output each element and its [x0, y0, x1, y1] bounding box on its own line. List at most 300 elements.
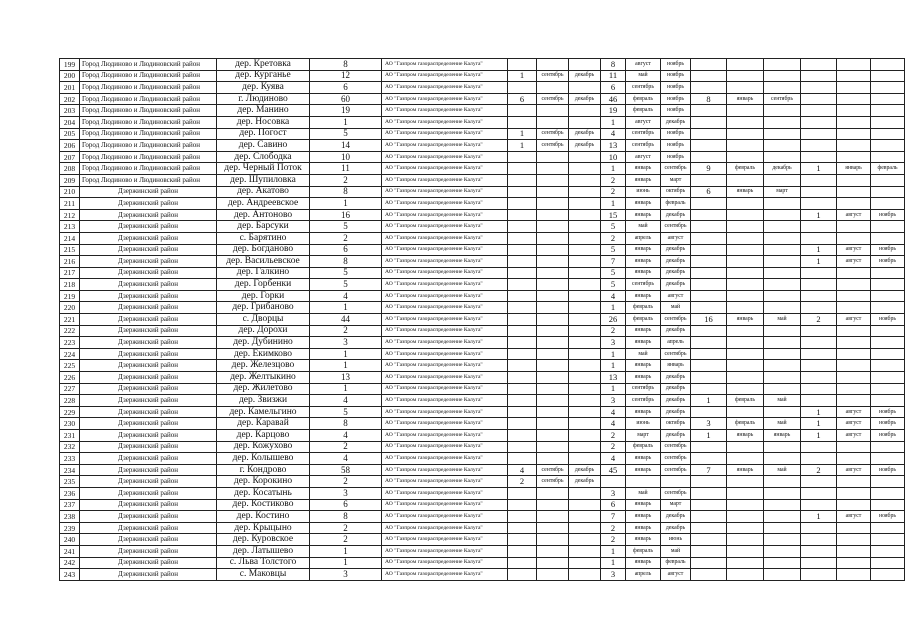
stage1-start-month-cell: [537, 290, 569, 302]
table-row: [60, 82, 905, 94]
row-number-cell: 203: [60, 105, 80, 117]
region-cell: Город Людиново и Людиновский район: [80, 93, 217, 105]
stage3-end-month-cell: [764, 453, 801, 465]
stage2-end-month-cell: сентябрь: [661, 464, 691, 476]
stage1-count-cell: [508, 302, 537, 314]
stage4-end-month-cell: [871, 82, 905, 94]
settlement-cell: дер. Жилетово: [217, 383, 310, 395]
organization-cell: АО "Газпром газораспределение Калуга": [382, 522, 508, 534]
stage2-end-month-cell: декабрь: [661, 279, 691, 291]
stage1-start-month-cell: [537, 105, 569, 117]
stage1-end-month-cell: [569, 395, 601, 407]
stage1-end-month-cell: декабрь: [569, 128, 601, 140]
stage3-start-month-cell: [727, 290, 764, 302]
region-cell: Дзержинский район: [80, 348, 217, 360]
stage3-count-cell: [691, 360, 727, 372]
stage1-start-month-cell: сентябрь: [537, 128, 569, 140]
households-count-cell: 6: [310, 499, 382, 511]
stage2-end-month-cell: май: [661, 545, 691, 557]
stage3-start-month-cell: [727, 372, 764, 384]
stage2-end-month-cell: январь: [661, 360, 691, 372]
stage3-end-month-cell: [764, 487, 801, 499]
stage4-start-month-cell: [837, 174, 871, 186]
row-number-cell: 216: [60, 256, 80, 268]
stage4-end-month-cell: [871, 221, 905, 233]
stage1-count-cell: [508, 383, 537, 395]
stage4-count-cell: [801, 453, 837, 465]
stage3-count-cell: [691, 279, 727, 291]
stage3-end-month-cell: [764, 302, 801, 314]
households-count-cell: 1: [310, 198, 382, 210]
settlement-cell: дер. Андреевское: [217, 198, 310, 210]
stage4-end-month-cell: [871, 232, 905, 244]
stage4-start-month-cell: август: [837, 256, 871, 268]
table-row: [60, 93, 905, 105]
stage2-count-cell: 3: [601, 487, 626, 499]
stage3-end-month-cell: [764, 174, 801, 186]
stage4-end-month-cell: [871, 140, 905, 152]
stage2-count-cell: 13: [601, 140, 626, 152]
stage2-count-cell: 2: [601, 522, 626, 534]
stage3-end-month-cell: [764, 105, 801, 117]
stage3-end-month-cell: [764, 256, 801, 268]
stage3-count-cell: [691, 244, 727, 256]
stage3-end-month-cell: [764, 534, 801, 546]
stage3-start-month-cell: [727, 476, 764, 488]
stage4-start-month-cell: [837, 453, 871, 465]
settlement-cell: дер. Куява: [217, 82, 310, 94]
stage4-start-month-cell: [837, 499, 871, 511]
households-count-cell: 1: [310, 360, 382, 372]
stage1-end-month-cell: [569, 267, 601, 279]
stage3-start-month-cell: [727, 522, 764, 534]
row-number-cell: 215: [60, 244, 80, 256]
stage3-count-cell: [691, 487, 727, 499]
table-row: [60, 256, 905, 268]
stage4-end-month-cell: [871, 441, 905, 453]
table-row: [60, 522, 905, 534]
stage4-start-month-cell: [837, 372, 871, 384]
region-cell: Дзержинский район: [80, 209, 217, 221]
organization-cell: АО "Газпром газораспределение Калуга": [382, 337, 508, 349]
stage3-count-cell: 1: [691, 395, 727, 407]
households-count-cell: 3: [310, 487, 382, 499]
stage3-count-cell: [691, 302, 727, 314]
stage4-start-month-cell: [837, 105, 871, 117]
settlement-cell: с. Льва Толстого: [217, 557, 310, 569]
table-row: [60, 59, 905, 71]
stage1-start-month-cell: [537, 163, 569, 175]
row-number-cell: 239: [60, 522, 80, 534]
table-row: [60, 406, 905, 418]
households-count-cell: 60: [310, 93, 382, 105]
stage2-end-month-cell: сентябрь: [661, 487, 691, 499]
stage3-count-cell: [691, 70, 727, 82]
stage2-start-month-cell: май: [626, 221, 661, 233]
households-count-cell: 4: [310, 290, 382, 302]
stage4-end-month-cell: [871, 302, 905, 314]
row-number-cell: 211: [60, 198, 80, 210]
row-number-cell: 230: [60, 418, 80, 430]
stage3-end-month-cell: [764, 290, 801, 302]
stage2-count-cell: 5: [601, 279, 626, 291]
settlement-cell: с. Барятино: [217, 232, 310, 244]
stage2-count-cell: 6: [601, 499, 626, 511]
stage4-start-month-cell: август: [837, 418, 871, 430]
row-number-cell: 235: [60, 476, 80, 488]
stage1-end-month-cell: [569, 302, 601, 314]
households-count-cell: 2: [310, 522, 382, 534]
table-row: [60, 151, 905, 163]
stage2-count-cell: 5: [601, 244, 626, 256]
stage2-end-month-cell: апрель: [661, 337, 691, 349]
organization-cell: АО "Газпром газораспределение Калуга": [382, 569, 508, 581]
stage1-end-month-cell: [569, 348, 601, 360]
stage2-end-month-cell: декабрь: [661, 522, 691, 534]
table-row: [60, 557, 905, 569]
stage2-end-month-cell: сентябрь: [661, 163, 691, 175]
stage4-start-month-cell: [837, 221, 871, 233]
region-cell: Город Людиново и Людиновский район: [80, 70, 217, 82]
stage2-start-month-cell: январь: [626, 499, 661, 511]
region-cell: Дзержинский район: [80, 279, 217, 291]
stage2-end-month-cell: июнь: [661, 534, 691, 546]
settlement-cell: г. Людиново: [217, 93, 310, 105]
stage2-start-month-cell: январь: [626, 174, 661, 186]
stage1-end-month-cell: [569, 569, 601, 581]
stage4-start-month-cell: [837, 557, 871, 569]
region-cell: Дзержинский район: [80, 314, 217, 326]
stage2-end-month-cell: август: [661, 232, 691, 244]
stage1-count-cell: 1: [508, 70, 537, 82]
stage1-end-month-cell: [569, 430, 601, 442]
table-row: [60, 128, 905, 140]
row-number-cell: 209: [60, 174, 80, 186]
stage4-end-month-cell: [871, 174, 905, 186]
stage3-start-month-cell: февраль: [727, 395, 764, 407]
region-cell: Дзержинский район: [80, 198, 217, 210]
row-number-cell: 218: [60, 279, 80, 291]
stage1-start-month-cell: [537, 116, 569, 128]
settlement-cell: с. Маковцы: [217, 569, 310, 581]
stage2-start-month-cell: май: [626, 348, 661, 360]
households-count-cell: 4: [310, 453, 382, 465]
stage3-end-month-cell: [764, 267, 801, 279]
stage2-start-month-cell: февраль: [626, 441, 661, 453]
stage2-start-month-cell: январь: [626, 453, 661, 465]
stage1-start-month-cell: [537, 314, 569, 326]
stage4-count-cell: [801, 569, 837, 581]
stage1-count-cell: 4: [508, 464, 537, 476]
stage4-count-cell: [801, 487, 837, 499]
table-row: [60, 174, 905, 186]
stage2-count-cell: 1: [601, 198, 626, 210]
stage2-start-month-cell: февраль: [626, 314, 661, 326]
stage2-end-month-cell: сентябрь: [661, 314, 691, 326]
stage4-end-month-cell: ноябрь: [871, 244, 905, 256]
stage2-count-cell: 1: [601, 116, 626, 128]
stage2-start-month-cell: январь: [626, 522, 661, 534]
stage1-count-cell: [508, 59, 537, 71]
row-number-cell: 199: [60, 59, 80, 71]
stage3-count-cell: [691, 267, 727, 279]
stage3-start-month-cell: [727, 534, 764, 546]
organization-cell: АО "Газпром газораспределение Калуга": [382, 232, 508, 244]
households-count-cell: 10: [310, 151, 382, 163]
stage1-start-month-cell: [537, 209, 569, 221]
table-row: [60, 395, 905, 407]
stage3-start-month-cell: [727, 151, 764, 163]
stage1-end-month-cell: [569, 406, 601, 418]
stage3-start-month-cell: [727, 360, 764, 372]
stage4-end-month-cell: ноябрь: [871, 511, 905, 523]
stage1-start-month-cell: [537, 395, 569, 407]
stage3-count-cell: 7: [691, 464, 727, 476]
stage2-start-month-cell: май: [626, 70, 661, 82]
table-row: [60, 232, 905, 244]
stage4-count-cell: [801, 325, 837, 337]
stage3-count-cell: [691, 499, 727, 511]
stage3-start-month-cell: [727, 198, 764, 210]
settlement-cell: дер. Васильевское: [217, 256, 310, 268]
stage3-count-cell: [691, 372, 727, 384]
stage3-count-cell: 1: [691, 430, 727, 442]
stage4-end-month-cell: ноябрь: [871, 430, 905, 442]
stage1-count-cell: 1: [508, 140, 537, 152]
organization-cell: АО "Газпром газораспределение Калуга": [382, 302, 508, 314]
stage3-count-cell: [691, 59, 727, 71]
organization-cell: АО "Газпром газораспределение Калуга": [382, 487, 508, 499]
stage2-end-month-cell: декабрь: [661, 511, 691, 523]
households-count-cell: 5: [310, 221, 382, 233]
stage3-count-cell: [691, 256, 727, 268]
stage1-start-month-cell: [537, 302, 569, 314]
stage4-end-month-cell: [871, 59, 905, 71]
stage4-start-month-cell: август: [837, 314, 871, 326]
stage4-start-month-cell: [837, 267, 871, 279]
stage1-end-month-cell: [569, 557, 601, 569]
stage2-count-cell: 4: [601, 406, 626, 418]
settlement-cell: дер. Галкино: [217, 267, 310, 279]
table-row: [60, 325, 905, 337]
stage3-end-month-cell: [764, 140, 801, 152]
stage4-count-cell: [801, 221, 837, 233]
stage2-end-month-cell: ноябрь: [661, 93, 691, 105]
stage2-count-cell: 2: [601, 232, 626, 244]
stage3-end-month-cell: май: [764, 418, 801, 430]
organization-cell: АО "Газпром газораспределение Калуга": [382, 244, 508, 256]
households-count-cell: 8: [310, 511, 382, 523]
stage1-start-month-cell: [537, 545, 569, 557]
stage2-start-month-cell: январь: [626, 557, 661, 569]
table-row: [60, 453, 905, 465]
stage4-end-month-cell: [871, 476, 905, 488]
stage4-count-cell: [801, 70, 837, 82]
stage2-end-month-cell: декабрь: [661, 116, 691, 128]
households-count-cell: 6: [310, 82, 382, 94]
organization-cell: АО "Газпром газораспределение Калуга": [382, 163, 508, 175]
stage1-count-cell: [508, 487, 537, 499]
stage4-count-cell: [801, 557, 837, 569]
stage4-count-cell: [801, 59, 837, 71]
stage4-count-cell: 1: [801, 256, 837, 268]
stage3-end-month-cell: [764, 348, 801, 360]
table-row: [60, 511, 905, 523]
stage3-start-month-cell: [727, 545, 764, 557]
stage2-count-cell: 19: [601, 105, 626, 117]
stage2-count-cell: 1: [601, 348, 626, 360]
households-count-cell: 8: [310, 418, 382, 430]
stage4-count-cell: [801, 383, 837, 395]
stage2-count-cell: 7: [601, 256, 626, 268]
stage4-end-month-cell: [871, 93, 905, 105]
row-number-cell: 227: [60, 383, 80, 395]
stage4-end-month-cell: [871, 534, 905, 546]
region-cell: Дзержинский район: [80, 441, 217, 453]
stage3-end-month-cell: май: [764, 464, 801, 476]
stage2-end-month-cell: декабрь: [661, 430, 691, 442]
households-count-cell: 5: [310, 406, 382, 418]
stage2-count-cell: 5: [601, 267, 626, 279]
settlement-cell: дер. Кретовка: [217, 59, 310, 71]
stage1-count-cell: [508, 116, 537, 128]
stage4-count-cell: [801, 476, 837, 488]
region-cell: Дзержинский район: [80, 522, 217, 534]
stage4-end-month-cell: [871, 279, 905, 291]
organization-cell: АО "Газпром газораспределение Калуга": [382, 70, 508, 82]
stage2-start-month-cell: [626, 476, 661, 488]
stage4-start-month-cell: [837, 140, 871, 152]
stage3-end-month-cell: [764, 244, 801, 256]
stage4-end-month-cell: ноябрь: [871, 406, 905, 418]
stage3-end-month-cell: [764, 522, 801, 534]
row-number-cell: 224: [60, 348, 80, 360]
stage2-end-month-cell: декабрь: [661, 372, 691, 384]
stage1-count-cell: [508, 337, 537, 349]
region-cell: Дзержинский район: [80, 302, 217, 314]
stage2-end-month-cell: август: [661, 290, 691, 302]
stage4-count-cell: [801, 140, 837, 152]
stage3-count-cell: 8: [691, 93, 727, 105]
region-cell: Дзержинский район: [80, 244, 217, 256]
stage2-start-month-cell: январь: [626, 290, 661, 302]
stage2-count-cell: 46: [601, 93, 626, 105]
organization-cell: АО "Газпром газораспределение Калуга": [382, 372, 508, 384]
stage2-start-month-cell: февраль: [626, 545, 661, 557]
stage3-end-month-cell: январь: [764, 430, 801, 442]
region-cell: Город Людиново и Людиновский район: [80, 82, 217, 94]
stage1-start-month-cell: [537, 174, 569, 186]
stage1-end-month-cell: [569, 232, 601, 244]
table-row: [60, 116, 905, 128]
region-cell: Дзержинский район: [80, 476, 217, 488]
stage1-count-cell: [508, 395, 537, 407]
table-row: [60, 499, 905, 511]
stage2-start-month-cell: январь: [626, 198, 661, 210]
stage1-end-month-cell: декабрь: [569, 70, 601, 82]
settlement-cell: дер. Костино: [217, 511, 310, 523]
stage2-count-cell: 1: [601, 163, 626, 175]
organization-cell: АО "Газпром газораспределение Калуга": [382, 511, 508, 523]
stage3-start-month-cell: январь: [727, 186, 764, 198]
stage4-end-month-cell: [871, 499, 905, 511]
stage3-count-cell: [691, 174, 727, 186]
row-number-cell: 240: [60, 534, 80, 546]
settlement-cell: дер. Шупиловка: [217, 174, 310, 186]
row-number-cell: 212: [60, 209, 80, 221]
stage2-end-month-cell: август: [661, 569, 691, 581]
stage1-start-month-cell: [537, 151, 569, 163]
stage3-start-month-cell: [727, 70, 764, 82]
stage2-start-month-cell: январь: [626, 325, 661, 337]
gasification-schedule-table: [59, 58, 905, 581]
stage2-end-month-cell: декабрь: [661, 383, 691, 395]
households-count-cell: 2: [310, 232, 382, 244]
settlement-cell: дер. Барсуки: [217, 221, 310, 233]
stage2-start-month-cell: сентябрь: [626, 128, 661, 140]
stage3-start-month-cell: [727, 302, 764, 314]
stage2-count-cell: 2: [601, 174, 626, 186]
stage2-start-month-cell: апрель: [626, 569, 661, 581]
stage3-start-month-cell: [727, 221, 764, 233]
settlement-cell: дер. Горки: [217, 290, 310, 302]
row-number-cell: 206: [60, 140, 80, 152]
stage2-start-month-cell: июнь: [626, 418, 661, 430]
row-number-cell: 202: [60, 93, 80, 105]
stage1-count-cell: [508, 267, 537, 279]
stage1-count-cell: [508, 163, 537, 175]
stage3-count-cell: [691, 116, 727, 128]
stage4-end-month-cell: [871, 151, 905, 163]
stage2-end-month-cell: ноябрь: [661, 128, 691, 140]
region-cell: Дзержинский район: [80, 395, 217, 407]
settlement-cell: дер. Железцово: [217, 360, 310, 372]
stage4-start-month-cell: [837, 186, 871, 198]
organization-cell: АО "Газпром газораспределение Калуга": [382, 430, 508, 442]
stage1-end-month-cell: декабрь: [569, 464, 601, 476]
stage1-count-cell: [508, 221, 537, 233]
stage4-end-month-cell: [871, 116, 905, 128]
stage1-count-cell: [508, 198, 537, 210]
stage4-count-cell: 1: [801, 430, 837, 442]
organization-cell: АО "Газпром газораспределение Калуга": [382, 290, 508, 302]
stage4-count-cell: [801, 499, 837, 511]
stage4-start-month-cell: [837, 522, 871, 534]
stage3-end-month-cell: [764, 511, 801, 523]
region-cell: Дзержинский район: [80, 383, 217, 395]
organization-cell: АО "Газпром газораспределение Калуга": [382, 499, 508, 511]
households-count-cell: 5: [310, 279, 382, 291]
stage1-start-month-cell: [537, 325, 569, 337]
stage1-end-month-cell: декабрь: [569, 140, 601, 152]
stage4-end-month-cell: ноябрь: [871, 314, 905, 326]
stage2-count-cell: 4: [601, 128, 626, 140]
stage2-start-month-cell: сентябрь: [626, 395, 661, 407]
stage2-start-month-cell: январь: [626, 360, 661, 372]
settlement-cell: дер. Кожухово: [217, 441, 310, 453]
stage1-start-month-cell: сентябрь: [537, 70, 569, 82]
stage4-count-cell: [801, 290, 837, 302]
stage4-count-cell: [801, 186, 837, 198]
settlement-cell: дер. Манино: [217, 105, 310, 117]
stage3-end-month-cell: май: [764, 314, 801, 326]
stage1-end-month-cell: [569, 116, 601, 128]
stage4-end-month-cell: ноябрь: [871, 256, 905, 268]
organization-cell: АО "Газпром газораспределение Калуга": [382, 59, 508, 71]
organization-cell: АО "Газпром газораспределение Калуга": [382, 151, 508, 163]
organization-cell: АО "Газпром газораспределение Калуга": [382, 186, 508, 198]
settlement-cell: дер. Дорохи: [217, 325, 310, 337]
